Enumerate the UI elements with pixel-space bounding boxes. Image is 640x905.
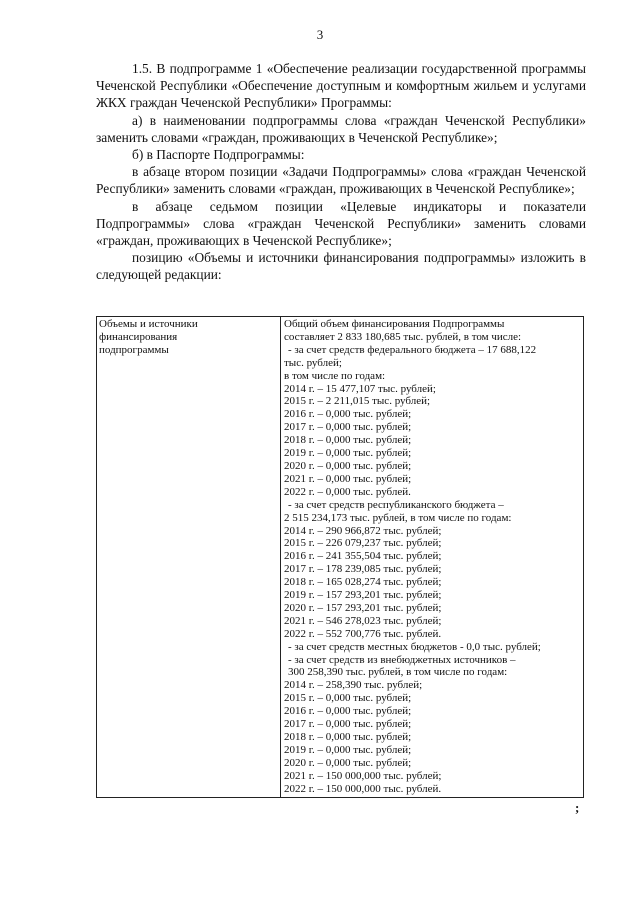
detail-line: 2014 г. – 258,390 тыс. рублей; bbox=[284, 679, 423, 692]
detail-line: Общий объем финансирования Подпрограммы bbox=[284, 318, 505, 330]
detail-line: 2019 г. – 0,000 тыс. рублей; bbox=[284, 447, 412, 460]
detail-line: 2020 г. – 0,000 тыс. рублей; bbox=[284, 459, 412, 472]
detail-line: 2019 г. – 157 293,201 тыс. рублей; bbox=[284, 589, 442, 602]
detail-line: - за счет средств федерального бюджета – 17 688,122 bbox=[288, 343, 537, 356]
detail-line: 2016 г. – 241 355,504 тыс. рублей; bbox=[284, 550, 442, 563]
table-row bbox=[97, 317, 584, 798]
label-line: финансирования bbox=[99, 330, 178, 343]
paragraph-funding-intro: позицию «Объемы и источники финансирования подпрограммы» изложить в следующей редакции: bbox=[96, 250, 586, 283]
detail-line: 300 258,390 тыс. рублей, в том числе по годам: bbox=[288, 666, 508, 679]
detail-line: 2015 г. – 2 211,015 тыс. рублей; bbox=[284, 395, 431, 408]
page-number: 3 bbox=[316, 27, 324, 42]
detail-line: 2015 г. – 0,000 тыс. рублей; bbox=[284, 692, 412, 705]
paragraph-1-5: 1.5. В подпрограмме 1 «Обеспечение реализации государственной программы Чеченской Республики «Обеспечение доступным и комфортным жильем и услугами ЖКХ граждан Чеченской Республики» Программы: bbox=[96, 61, 586, 111]
detail-line: 2014 г. – 290 966,872 тыс. рублей; bbox=[284, 524, 442, 537]
funding-table bbox=[96, 316, 584, 798]
paragraph-tasks: в абзаце втором позиции «Задачи Подпрограммы» слова «граждан Чеченской Республики» заменить словами «граждан, проживающих в Чеченской Республике»; bbox=[96, 164, 586, 197]
funding-label-cell bbox=[97, 317, 281, 798]
detail-line: 2016 г. – 0,000 тыс. рублей; bbox=[284, 705, 412, 718]
detail-line: 2018 г. – 0,000 тыс. рублей; bbox=[284, 434, 412, 447]
paragraph-a: а) в наименовании подпрограммы слова «граждан Чеченской Республики» заменить словами «граждан, проживающих в Чеченской Республике»; bbox=[96, 112, 586, 145]
detail-line: 2017 г. – 0,000 тыс. рублей; bbox=[284, 718, 412, 731]
label-line: подпрограммы bbox=[99, 343, 169, 356]
detail-line: составляет 2 833 180,685 тыс. рублей, в том числе: bbox=[284, 330, 522, 343]
detail-line: - за счет средств из внебюджетных источников – bbox=[288, 653, 516, 666]
detail-line: - за счет средств местных бюджетов - 0,0 тыс. рублей; bbox=[288, 640, 541, 653]
detail-line: 2018 г. – 165 028,274 тыс. рублей; bbox=[284, 576, 442, 589]
detail-line: 2018 г. – 0,000 тыс. рублей; bbox=[284, 731, 412, 743]
detail-line: - за счет средств республиканского бюджета – bbox=[288, 498, 504, 511]
paragraph-b: б) в Паспорте Подпрограммы: bbox=[132, 147, 305, 163]
detail-line: 2017 г. – 178 239,085 тыс. рублей; bbox=[284, 563, 442, 576]
body-text bbox=[96, 60, 586, 284]
detail-line: 2 515 234,173 тыс. рублей, в том числе по годам: bbox=[284, 511, 512, 524]
detail-line: 2020 г. – 157 293,201 тыс. рублей; bbox=[284, 601, 442, 614]
detail-line: тыс. рублей; bbox=[284, 356, 342, 369]
detail-line: 2017 г. – 0,000 тыс. рублей; bbox=[284, 421, 412, 434]
detail-line: 2022 г. – 0,000 тыс. рублей. bbox=[284, 485, 411, 498]
detail-line: 2021 г. – 150 000,000 тыс. рублей; bbox=[284, 769, 442, 782]
paragraph-indicators: в абзаце седьмом позиции «Целевые индикаторы и показатели Подпрограммы» слова «граждан Чеченской Республики» заменить словами «граждан, проживающих в Чеченской Республике»; bbox=[96, 198, 586, 249]
detail-line: 2022 г. – 150 000,000 тыс. рублей. bbox=[284, 782, 442, 795]
detail-line: 2015 г. – 226 079,237 тыс. рублей; bbox=[284, 537, 442, 550]
detail-line: 2020 г. – 0,000 тыс. рублей; bbox=[284, 756, 412, 769]
funding-detail-cell bbox=[281, 317, 584, 798]
detail-line: в том числе по годам: bbox=[284, 369, 386, 382]
detail-line: 2021 г. – 0,000 тыс. рублей; bbox=[284, 472, 412, 485]
detail-line: 2016 г. – 0,000 тыс. рублей; bbox=[284, 408, 412, 421]
detail-line: 2021 г. – 546 278,023 тыс. рублей; bbox=[284, 614, 442, 627]
detail-line: 2014 г. – 15 477,107 тыс. рублей; bbox=[284, 382, 436, 395]
detail-line: 2022 г. – 552 700,776 тыс. рублей. bbox=[284, 627, 442, 640]
detail-line: 2019 г. – 0,000 тыс. рублей; bbox=[284, 743, 412, 756]
closing-semicolon: ; bbox=[575, 800, 580, 815]
label-line: Объемы и источники bbox=[99, 318, 198, 330]
